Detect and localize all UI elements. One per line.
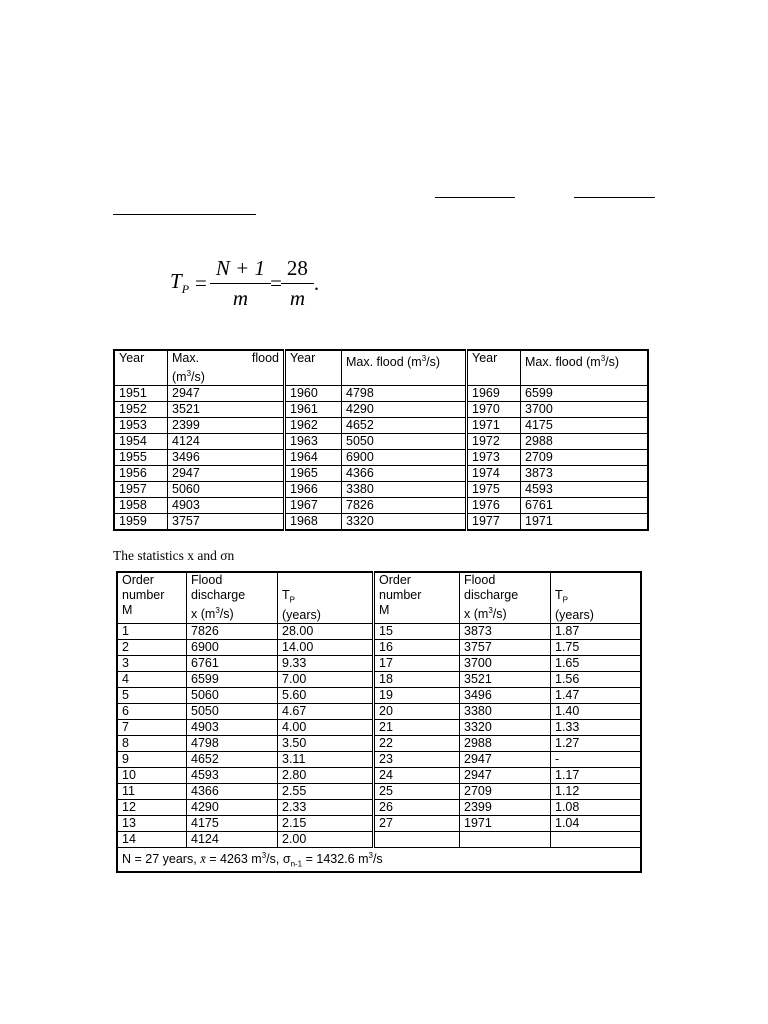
order-cell (374, 831, 460, 847)
return-period-cell: 4.00 (278, 719, 374, 735)
underline-rule-3 (113, 214, 256, 215)
table2-row (117, 735, 641, 751)
table1-row (114, 498, 648, 514)
year-cell: 1956 (114, 466, 168, 482)
return-period-cell: 2.33 (278, 799, 374, 815)
year-cell: 1969 (467, 386, 521, 402)
table2-header-row (117, 572, 641, 623)
return-period-cell: 3.50 (278, 735, 374, 751)
return-period-cell: 14.00 (278, 639, 374, 655)
discharge-cell: 3700 (460, 655, 551, 671)
order-cell: 17 (374, 655, 460, 671)
order-cell: 2 (117, 639, 187, 655)
max-flood-cell: 2988 (521, 434, 649, 450)
formula-equals-2: = (270, 271, 282, 295)
return-period-cell: 1.87 (551, 623, 642, 639)
year-cell: 1958 (114, 498, 168, 514)
discharge-cell (460, 831, 551, 847)
return-period-cell: 1.33 (551, 719, 642, 735)
discharge-cell: 5060 (187, 687, 278, 703)
formula-lhs: $T_P$ (170, 269, 190, 297)
order-cell: 6 (117, 703, 187, 719)
year-cell: 1972 (467, 434, 521, 450)
t2-header-tp-2: $T_P$ (years) (551, 572, 642, 623)
table1-row (114, 482, 648, 498)
max-flood-cell: 3496 (168, 450, 285, 466)
order-cell: 13 (117, 815, 187, 831)
year-cell: 1962 (285, 418, 342, 434)
discharge-cell: 4903 (187, 719, 278, 735)
t2-header-order-2: Order number M (374, 572, 460, 623)
table2-row (117, 783, 641, 799)
discharge-cell: 3521 (460, 671, 551, 687)
t2-header-flood-1: Flood discharge x $(m^3/s)$ (187, 572, 278, 623)
t1-header-year-1: Year (114, 350, 168, 386)
year-cell: 1952 (114, 402, 168, 418)
return-period-cell: 2.00 (278, 831, 374, 847)
discharge-cell: 2947 (460, 751, 551, 767)
max-flood-cell: 4652 (342, 418, 467, 434)
return-period-cell: 1.08 (551, 799, 642, 815)
max-flood-cell: 2399 (168, 418, 285, 434)
return-period-cell: 28.00 (278, 623, 374, 639)
max-flood-cell: 2709 (521, 450, 649, 466)
return-period-cell: 1.17 (551, 767, 642, 783)
formula-period: . (313, 271, 320, 295)
summary-statistics: N = 27 years, x̄ = 4263 $m^3/s$, $\sigma_{n-1} = 1432.6$ $m^3/s$ (117, 847, 641, 872)
underline-rule-1 (435, 197, 515, 198)
year-cell: 1959 (114, 514, 168, 531)
year-cell: 1960 (285, 386, 342, 402)
year-cell: 1968 (285, 514, 342, 531)
year-cell: 1953 (114, 418, 168, 434)
table1-row (114, 450, 648, 466)
t1-header-year-2: Year (285, 350, 342, 386)
ranked-flood-table (116, 571, 642, 873)
max-flood-cell: 6761 (521, 498, 649, 514)
year-cell: 1965 (285, 466, 342, 482)
order-cell: 24 (374, 767, 460, 783)
return-period-cell: 9.33 (278, 655, 374, 671)
return-period-cell: 4.67 (278, 703, 374, 719)
return-period-cell: 1.12 (551, 783, 642, 799)
year-cell: 1957 (114, 482, 168, 498)
return-period-cell: 2.15 (278, 815, 374, 831)
table1-body (114, 386, 648, 531)
table1-row (114, 402, 648, 418)
max-flood-cell: 6599 (521, 386, 649, 402)
discharge-cell: 4652 (187, 751, 278, 767)
order-cell: 21 (374, 719, 460, 735)
max-flood-cell: 3873 (521, 466, 649, 482)
discharge-cell: 3380 (460, 703, 551, 719)
return-period-cell: 1.65 (551, 655, 642, 671)
return-period-cell: - (551, 751, 642, 767)
order-cell: 9 (117, 751, 187, 767)
discharge-cell: 4798 (187, 735, 278, 751)
return-period-cell: 1.75 (551, 639, 642, 655)
table2-footer-row (117, 847, 641, 872)
max-flood-cell: 3320 (342, 514, 467, 531)
discharge-cell: 2399 (460, 799, 551, 815)
order-cell: 5 (117, 687, 187, 703)
max-flood-cell: 2947 (168, 466, 285, 482)
table1-row (114, 418, 648, 434)
discharge-cell: 4175 (187, 815, 278, 831)
table2-row (117, 655, 641, 671)
max-flood-cell: 3380 (342, 482, 467, 498)
discharge-cell: 4124 (187, 831, 278, 847)
year-cell: 1977 (467, 514, 521, 531)
discharge-cell: 5050 (187, 703, 278, 719)
t1-header-year-3: Year (467, 350, 521, 386)
t2-header-tp-1: $T_P$ (years) (278, 572, 374, 623)
return-period-cell: 1.27 (551, 735, 642, 751)
order-cell: 26 (374, 799, 460, 815)
max-flood-cell: 3757 (168, 514, 285, 531)
discharge-cell: 4290 (187, 799, 278, 815)
discharge-cell: 6900 (187, 639, 278, 655)
order-cell: 15 (374, 623, 460, 639)
table2-row (117, 687, 641, 703)
discharge-cell: 3873 (460, 623, 551, 639)
discharge-cell: 6599 (187, 671, 278, 687)
discharge-cell: 1971 (460, 815, 551, 831)
discharge-cell: 3320 (460, 719, 551, 735)
order-cell: 1 (117, 623, 187, 639)
year-cell: 1951 (114, 386, 168, 402)
discharge-cell: 2988 (460, 735, 551, 751)
year-cell: 1975 (467, 482, 521, 498)
formula-fraction-1: $\frac{N + 1}{m}$ (213, 256, 268, 311)
table2-row (117, 671, 641, 687)
table2-row (117, 767, 641, 783)
max-flood-cell: 7826 (342, 498, 467, 514)
t1-header-maxflood-1: Max. flood $(m^3/s)$ (168, 350, 285, 386)
year-cell: 1976 (467, 498, 521, 514)
return-period-cell: 1.04 (551, 815, 642, 831)
order-cell: 18 (374, 671, 460, 687)
year-cell: 1963 (285, 434, 342, 450)
return-period-cell: 3.11 (278, 751, 374, 767)
year-cell: 1973 (467, 450, 521, 466)
t1-header-maxflood-2: Max. flood $(m^3/s)$ (342, 350, 467, 386)
return-period-cell: 7.00 (278, 671, 374, 687)
order-cell: 23 (374, 751, 460, 767)
order-cell: 7 (117, 719, 187, 735)
return-period-cell: 2.55 (278, 783, 374, 799)
order-cell: 4 (117, 671, 187, 687)
table2-row (117, 703, 641, 719)
return-period-cell (551, 831, 642, 847)
order-cell: 25 (374, 783, 460, 799)
max-flood-cell: 4798 (342, 386, 467, 402)
table2-row (117, 623, 641, 639)
t2-header-flood-2: Flood discharge x $(m^3/s)$ (460, 572, 551, 623)
year-cell: 1966 (285, 482, 342, 498)
year-cell: 1970 (467, 402, 521, 418)
max-flood-cell: 4175 (521, 418, 649, 434)
discharge-cell: 2709 (460, 783, 551, 799)
table1-row (114, 466, 648, 482)
table1-row (114, 386, 648, 402)
order-cell: 11 (117, 783, 187, 799)
table2-row (117, 719, 641, 735)
discharge-cell: 7826 (187, 623, 278, 639)
table2-row (117, 751, 641, 767)
annual-max-flood-table (113, 349, 649, 531)
order-cell: 12 (117, 799, 187, 815)
order-cell: 20 (374, 703, 460, 719)
discharge-cell: 3496 (460, 687, 551, 703)
table2-row (117, 639, 641, 655)
table2-body (117, 623, 641, 847)
table2-row (117, 831, 641, 847)
formula-fraction-2: $\frac{28}{m}$ (284, 256, 311, 311)
max-flood-cell: 1971 (521, 514, 649, 531)
max-flood-cell: 2947 (168, 386, 285, 402)
underline-rule-2 (574, 197, 655, 198)
table1-header-row (114, 350, 648, 386)
max-flood-cell: 3700 (521, 402, 649, 418)
t2-header-order-1: Order number M (117, 572, 187, 623)
discharge-cell: 4593 (187, 767, 278, 783)
max-flood-cell: 4290 (342, 402, 467, 418)
max-flood-cell: 6900 (342, 450, 467, 466)
return-period-cell: 5.60 (278, 687, 374, 703)
table1-row (114, 514, 648, 531)
year-cell: 1961 (285, 402, 342, 418)
discharge-cell: 3757 (460, 639, 551, 655)
year-cell: 1971 (467, 418, 521, 434)
order-cell: 8 (117, 735, 187, 751)
order-cell: 27 (374, 815, 460, 831)
max-flood-cell: 4366 (342, 466, 467, 482)
order-cell: 19 (374, 687, 460, 703)
discharge-cell: 6761 (187, 655, 278, 671)
return-period-cell: 1.47 (551, 687, 642, 703)
order-cell: 16 (374, 639, 460, 655)
order-cell: 10 (117, 767, 187, 783)
return-period-cell: 1.40 (551, 703, 642, 719)
formula-equals-1: = (195, 271, 207, 295)
year-cell: 1967 (285, 498, 342, 514)
year-cell: 1974 (467, 466, 521, 482)
max-flood-cell: 5050 (342, 434, 467, 450)
year-cell: 1954 (114, 434, 168, 450)
order-cell: 3 (117, 655, 187, 671)
max-flood-cell: 3521 (168, 402, 285, 418)
year-cell: 1964 (285, 450, 342, 466)
order-cell: 14 (117, 831, 187, 847)
max-flood-cell: 5060 (168, 482, 285, 498)
table1-row (114, 434, 648, 450)
return-period-cell: 1.56 (551, 671, 642, 687)
year-cell: 1955 (114, 450, 168, 466)
statistics-caption: The statistics x and σn (113, 548, 235, 563)
discharge-cell: 2947 (460, 767, 551, 783)
table2-row (117, 815, 641, 831)
return-period-cell: 2.80 (278, 767, 374, 783)
max-flood-cell: 4124 (168, 434, 285, 450)
discharge-cell: 4366 (187, 783, 278, 799)
t1-header-maxflood-3: Max. flood $(m^3/s)$ (521, 350, 649, 386)
max-flood-cell: 4593 (521, 482, 649, 498)
max-flood-cell: 4903 (168, 498, 285, 514)
order-cell: 22 (374, 735, 460, 751)
return-period-formula (170, 256, 319, 311)
table2-row (117, 799, 641, 815)
